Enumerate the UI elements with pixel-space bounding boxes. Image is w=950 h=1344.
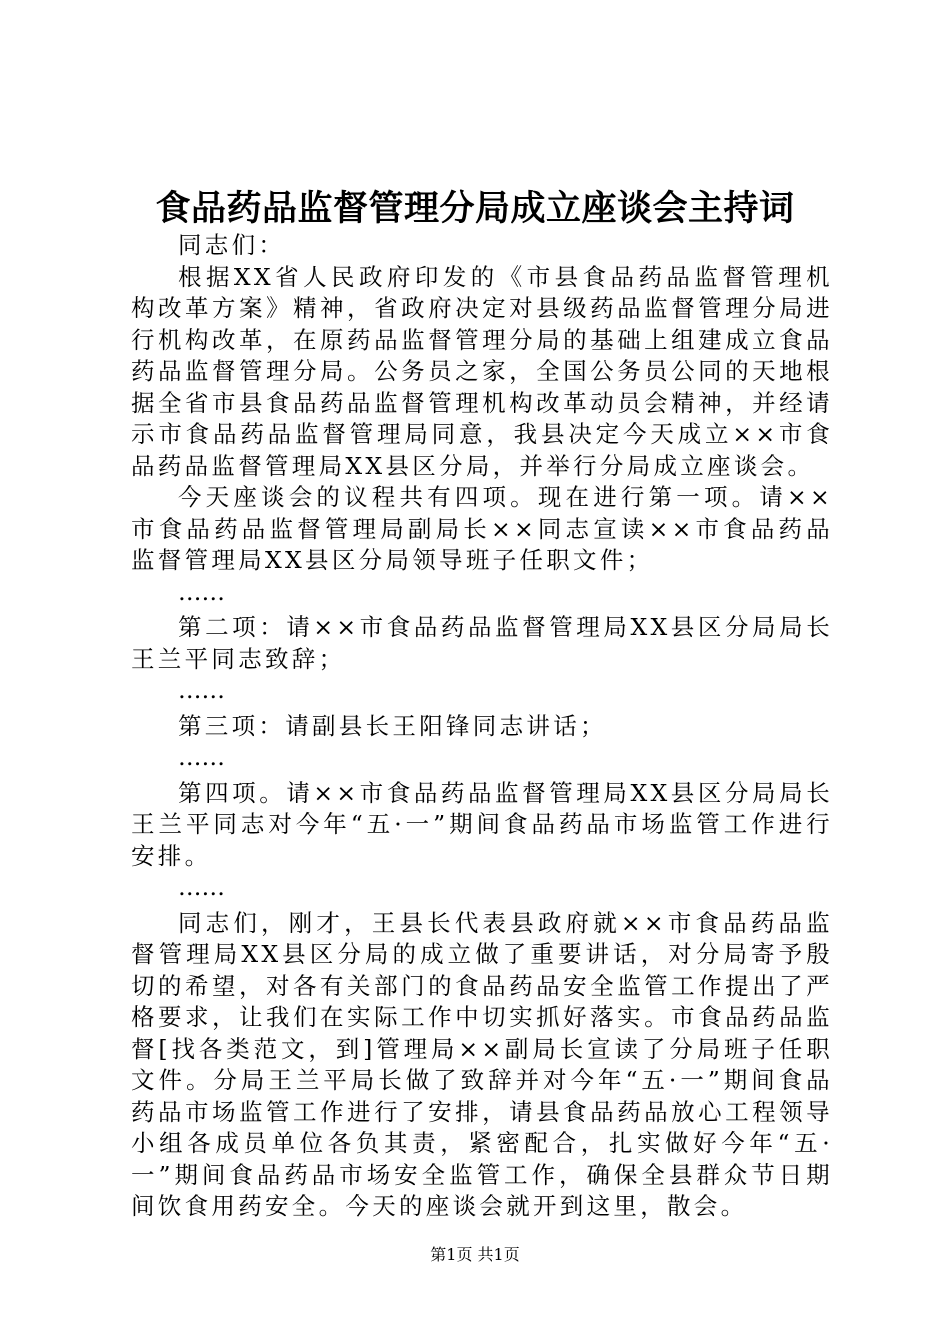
paragraph-agenda-item-1: 今天座谈会的议程共有四项。现在进行第一项。请××市食品药品监督管理局副局长××同志宣读××市食品药品监督管理局XX县区分局领导班子任职文件；	[131, 483, 833, 574]
document-title: 食品药品监督管理分局成立座谈会主持词	[155, 188, 795, 229]
ellipsis-4: ……	[178, 873, 225, 901]
ellipsis-1: ……	[178, 577, 225, 606]
greeting: 同志们：	[178, 231, 286, 259]
ellipsis-3: ……	[178, 743, 225, 771]
document-body	[131, 230, 833, 1223]
paragraph-agenda-item-4: 第四项。请××市食品药品监督管理局XX县区分局局长王兰平同志对今年“五·一”期间食品药品市场监管工作进行安排。	[131, 778, 833, 870]
paragraph-agenda-item-3: 第三项：请副县长王阳锋同志讲话；	[178, 711, 607, 740]
paragraph-intro: 根据XX省人民政府印发的《市县食品药品监督管理机构改革方案》精神，省政府决定对县级药品监督管理分局进行机构改革，在原药品监督管理分局的基础上组建成立食品药品监督管理分局。公务员之家，全国公务员公同的天地根据全省市县食品药品监督管理机构改革动员会精神，并经请示市食品药品监督管理局同意，我县决定今天成立××市食品药品监督管理局XX县区分局，并举行分局成立座谈会。	[131, 262, 833, 480]
ellipsis-2: ……	[178, 676, 225, 704]
page-number-footer: 第1页 共1页	[430, 1245, 520, 1264]
paragraph-agenda-item-2: 第二项：请××市食品药品监督管理局XX县区分局局长王兰平同志致辞；	[131, 613, 833, 673]
paragraph-closing: 同志们，刚才，王县长代表县政府就××市食品药品监督管理局XX县区分局的成立做了重要讲话，对分局寄予殷切的希望，对各有关部门的食品药品安全监管工作提出了严格要求，让我们在实际工作中切实抓好落实。市食品药品监督[找各类范文，到]管理局××副局长宣读了分局班子任职文件。分局王兰平局长做了致辞并对今年“五·一”期间食品药品市场监管工作进行了安排，请县食品药品放心工程领导小组各成员单位各负其责，紧密配合，扎实做好今年“五·一”期间食品药品市场安全监管工作，确保全县群众节日期间饮食用药安全。今天的座谈会就开到这里，散会。	[131, 908, 833, 1220]
